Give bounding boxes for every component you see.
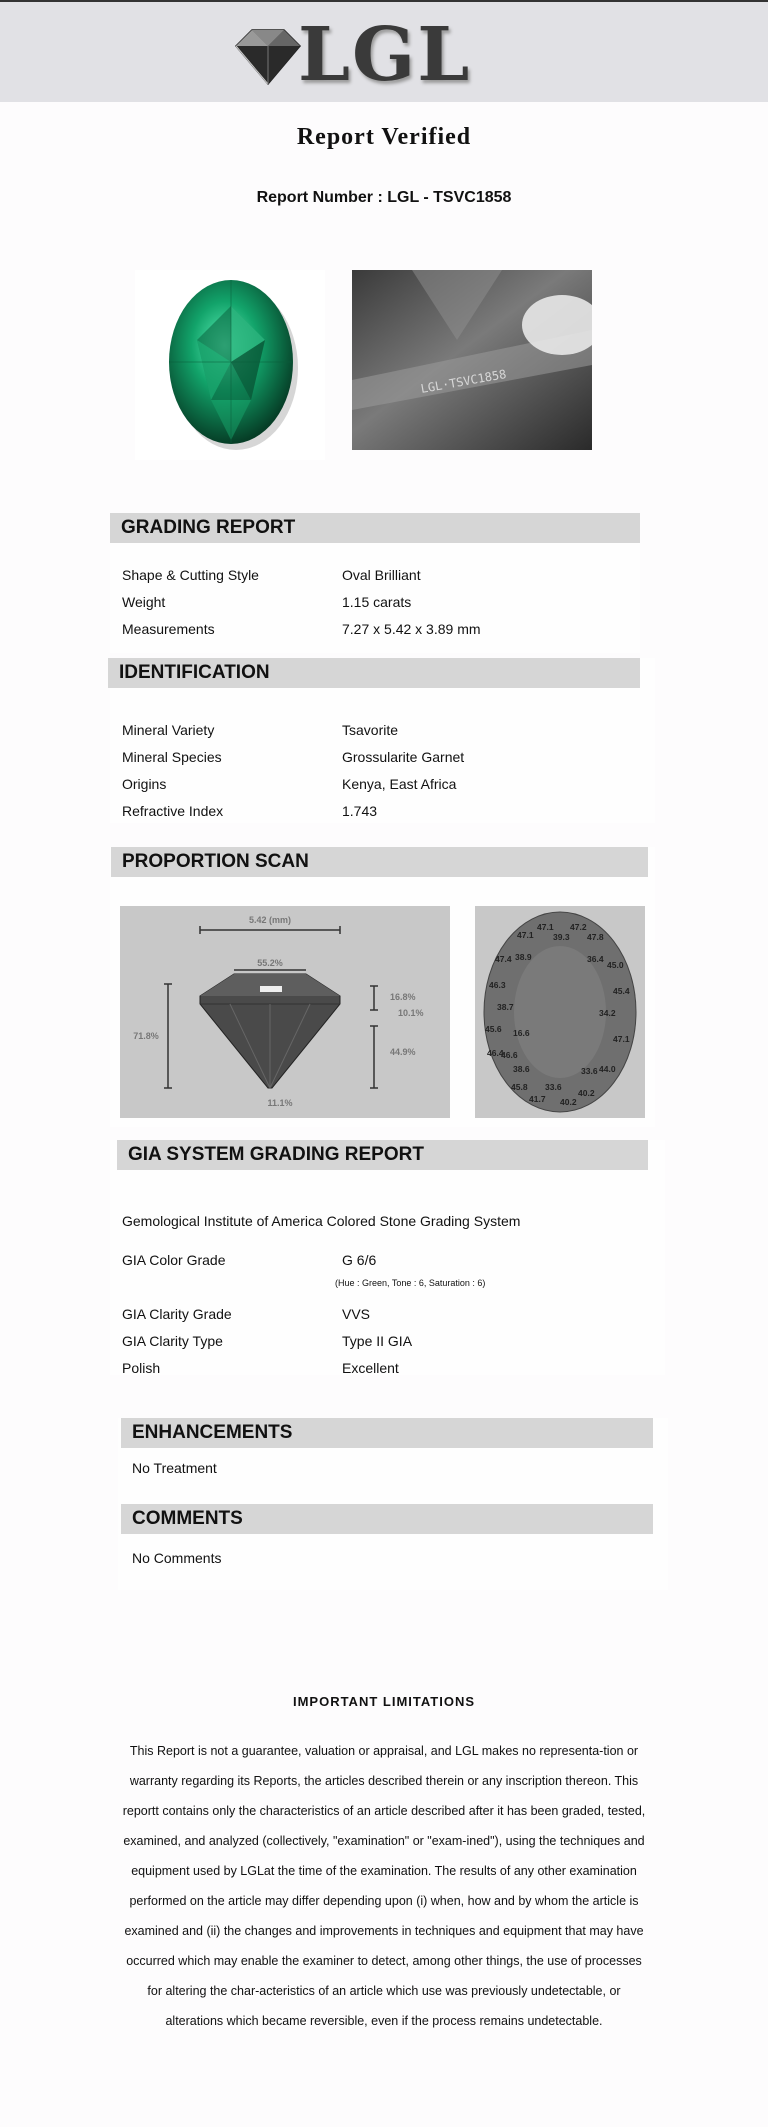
gia-row-value: Excellent (342, 1360, 399, 1376)
facet-value: 45.0 (607, 960, 624, 970)
logo-wordmark: LGL (298, 12, 472, 98)
enhancements-text: No Treatment (132, 1460, 217, 1476)
crown-height-label: 16.8% (390, 992, 416, 1002)
facet-value: 39.3 (553, 932, 570, 942)
grading-row-value: 7.27 x 5.42 x 3.89 mm (342, 621, 481, 637)
identification-row-label: Mineral Variety (122, 722, 215, 738)
limitations-heading: IMPORTANT LIMITATIONS (292, 1694, 476, 1709)
grading-row-label: Measurements (122, 621, 215, 637)
inscription-photo (352, 270, 592, 450)
report-number: Report Number : LGL - TSVC1858 (256, 189, 512, 206)
comments-heading: COMMENTS (121, 1504, 653, 1534)
identification-row-value: Grossularite Garnet (342, 749, 465, 765)
identification-row-value: Kenya, East Africa (342, 776, 457, 792)
facet-value: 33.6 (581, 1066, 598, 1076)
facet-value: 47.1 (517, 930, 534, 940)
identification-row-value: Tsavorite (342, 722, 399, 738)
facet-value: 47.4 (495, 954, 512, 964)
facet-value: 46.4 (487, 1048, 504, 1058)
width-label: 5.42 (mm) (248, 915, 292, 925)
lgl-logo (232, 12, 492, 98)
facet-value: 47.1 (613, 1034, 630, 1044)
facet-value: 33.6 (545, 1082, 562, 1092)
gia-color-label: GIA Color Grade (122, 1252, 226, 1268)
facet-value: 40.2 (560, 1097, 577, 1107)
grading-row-label: Shape & Cutting Style (122, 567, 259, 583)
page-title: Report Verified (296, 124, 472, 150)
grading-row-value: Oval Brilliant (342, 567, 421, 583)
profile-diagram (120, 906, 450, 1118)
identification-heading: IDENTIFICATION (108, 658, 640, 688)
culet-label: 11.1% (267, 1098, 293, 1108)
grading-row-value: 1.15 carats (342, 594, 412, 610)
facet-value: 45.8 (511, 1082, 528, 1092)
girdle-label: 10.1% (398, 1008, 424, 1018)
facet-value: 45.6 (485, 1024, 502, 1034)
facet-value: 46.3 (489, 980, 506, 990)
inscription-text: LGL·TSVC1858 (419, 367, 508, 396)
comments-text: No Comments (132, 1550, 222, 1566)
gia-row-value: VVS (342, 1306, 371, 1322)
facet-value: 47.8 (587, 932, 604, 942)
limitations-text: This Report is not a guarantee, valuation or appraisal, and LGL makes no representa-tion or warranty regarding its Reports, the articles described therein or any inscription thereon. This reportt contains only the characteristics of an article described after it has been graded, tested, examined, and analyzed (collectively, "examination" or "exam-ined"), using the techniques and equipment used by LGLat the time of the examination. The results of any other examination performed on the article may differ depending upon (i) when, how and by whom the article is examined and (ii) the changes and improvements in techniques and equipment that may have occurred which may enable the examiner to detect, among other things, the use of processes for altering the char-acteristics of an article which use was previously undetectable, or alterations which became reversible, even if the process remains undetectable. (122, 1744, 646, 2028)
gia-row-label: GIA Clarity Grade (122, 1306, 232, 1322)
facet-value: 38.7 (497, 1002, 514, 1012)
table-pct-label: 55.2% (257, 958, 283, 968)
gemstone-photo (135, 270, 325, 460)
facet-value: 38.6 (513, 1064, 530, 1074)
gia-color-value: G 6/6 (342, 1252, 377, 1268)
grading-report-heading: GRADING REPORT (110, 513, 640, 543)
facet-value: 46.6 (501, 1050, 518, 1060)
gia-subtitle: Gemological Institute of America Colored Stone Grading System (122, 1213, 521, 1229)
facet-value: 41.7 (529, 1094, 546, 1104)
identification-row-value: 1.743 (342, 803, 378, 819)
gia-color-note: (Hue : Green, Tone : 6, Saturation : 6) (335, 1278, 486, 1288)
top-view-diagram (475, 906, 645, 1118)
enhancements-heading: ENHANCEMENTS (121, 1418, 653, 1448)
gia-row-label: Polish (122, 1360, 161, 1376)
identification-row-label: Refractive Index (122, 803, 224, 819)
gia-row-value: Type II GIA (342, 1333, 413, 1349)
facet-value: 47.1 (537, 922, 554, 932)
facet-value: 38.9 (515, 952, 532, 962)
facet-value: 34.2 (599, 1008, 616, 1018)
facet-value: 16.6 (513, 1028, 530, 1038)
identification-row-label: Origins (122, 776, 167, 792)
facet-value: 45.4 (613, 986, 630, 996)
gia-report-heading: GIA SYSTEM GRADING REPORT (117, 1140, 648, 1170)
grading-row-label: Weight (122, 594, 166, 610)
facet-value: 40.2 (578, 1088, 595, 1098)
header-banner (0, 0, 768, 102)
facet-value: 36.4 (587, 954, 604, 964)
diamond-icon (232, 26, 304, 88)
pavilion-depth-label: 44.9% (390, 1047, 416, 1057)
facet-value: 47.2 (570, 922, 587, 932)
proportion-scan-heading: PROPORTION SCAN (111, 847, 648, 877)
total-depth-label: 71.8% (133, 1031, 159, 1041)
facet-value: 44.0 (599, 1064, 616, 1074)
gia-row-label: GIA Clarity Type (122, 1333, 223, 1349)
identification-row-label: Mineral Species (122, 749, 222, 765)
